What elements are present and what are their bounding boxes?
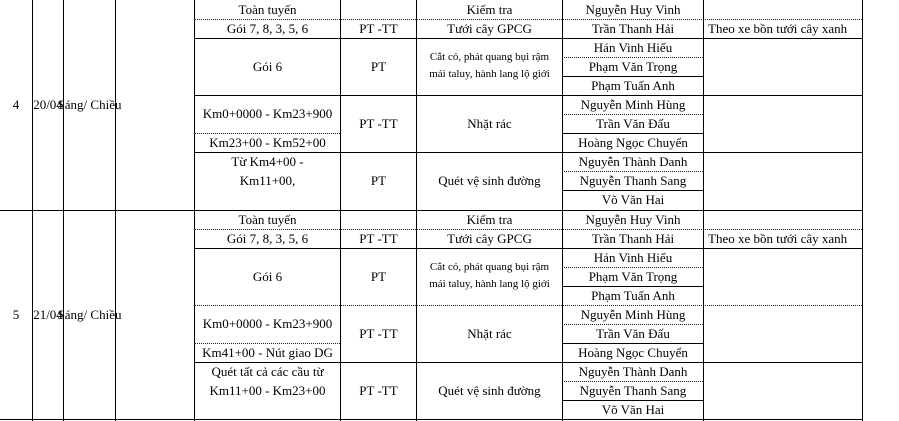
person-cell: Trần Thanh Hải [591,20,675,36]
route-cell: Gói 6 [252,268,283,284]
person-cell: Phạm Tuấn Anh [591,287,675,303]
task-cell: Cắt cỏ, phát quang bụi rậm [429,51,550,63]
route-cell: Km0+0000 - Km23+900 [202,316,333,331]
route-cell: Km0+0000 - Km23+900 [202,106,333,121]
person-cell: Trần Thanh Hải [591,230,675,246]
person-cell: Hán Vinh Hiếu [593,249,673,265]
route-cell: Km23+00 - Km52+00 [209,134,326,150]
unit-cell: PT -TT [359,325,398,341]
person-cell: Trần Văn Đấu [596,325,670,341]
note-cell: Theo xe bồn tưới cây xanh [708,230,848,246]
date-cell: 20/04 [33,97,63,112]
shift-cell: Sáng/ Chiều [57,97,122,112]
task-cell: Cắt cỏ, phát quang bụi rậm [429,261,550,273]
task-cell: Kiểm tra [466,211,513,227]
person-cell: Nguyễn Huy Vinh [585,1,681,17]
unit-cell: PT -TT [359,115,398,131]
person-cell: Phạm Tuấn Anh [591,77,675,93]
person-cell: Hán Vinh Hiếu [593,39,673,55]
unit-cell: PT -TT [359,20,398,36]
route-cell: Toàn tuyến [238,1,297,17]
person-cell: Nguyễn Thành Danh [578,153,688,169]
person-cell: Phạm Văn Trọng [588,58,678,74]
task-cell: Tưới cây GPCG [447,20,532,36]
person-cell: Nguyễn Huy Vinh [585,211,681,227]
column-line [862,0,863,421]
task-cell: mái taluy, hành lang lộ giới [429,278,550,290]
stt-cell: 4 [12,97,20,112]
task-cell: Nhặt rác [467,325,512,341]
person-cell: Nguyễn Minh Hùng [580,96,686,112]
person-cell: Võ Văn Hai [601,401,665,417]
route-cell: Toàn tuyến [238,211,297,227]
unit-cell: PT [370,173,387,188]
route-cell: Gói 7, 8, 3, 5, 6 [226,230,309,246]
unit-cell: PT -TT [359,382,398,398]
route-cell: Từ Km4+00 - [231,153,304,169]
task-cell: Nhặt rác [467,115,512,131]
route-cell: Km11+00, [239,172,296,188]
person-cell: Hoàng Ngọc Chuyển [578,134,688,150]
person-cell: Võ Văn Hai [601,192,665,207]
person-cell: Nguyễn Thanh Sang [579,172,687,188]
unit-cell: PT -TT [359,230,398,246]
block-separator [0,419,862,420]
route-cell: Gói 7, 8, 3, 5, 6 [226,20,309,36]
task-cell: Quét vệ sinh đường [438,382,541,398]
unit-cell: PT [370,58,387,74]
route-cell: Km41+00 - Nút giao DG [202,344,333,360]
person-cell: Trần Văn Đấu [596,115,670,131]
stt-cell: 5 [12,307,20,322]
person-cell: Hoàng Ngọc Chuyển [578,344,688,360]
task-cell: Tưới cây GPCG [447,230,532,246]
date-cell: 21/04 [33,307,63,322]
person-cell: Phạm Văn Trọng [588,268,678,284]
route-cell: Quét tất cả các cầu từ [211,363,324,379]
person-cell: Nguyễn Minh Hùng [580,306,686,322]
task-cell: mái taluy, hành lang lộ giới [429,68,550,80]
person-cell: Nguyễn Thanh Sang [579,382,687,398]
unit-cell: PT [370,268,387,284]
route-cell: Gói 6 [252,58,283,74]
task-cell: Kiểm tra [466,1,513,17]
person-cell: Nguyễn Thành Danh [578,363,688,379]
task-cell: Quét vệ sinh đường [438,173,541,188]
note-cell: Theo xe bồn tưới cây xanh [708,20,848,36]
shift-cell: Sáng/ Chiều [57,307,122,322]
route-cell: Km11+00 - Km23+00 [209,382,326,398]
